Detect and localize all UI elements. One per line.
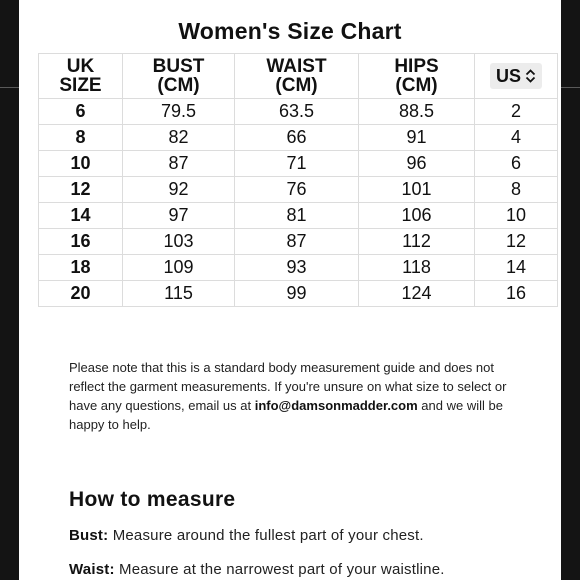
cell-uk-size: 12	[39, 177, 123, 203]
cell-waist: 87	[235, 229, 359, 255]
cell-bust: 109	[123, 255, 235, 281]
table-header-row	[39, 54, 558, 99]
cell-bust: 79.5	[123, 99, 235, 125]
cell-waist: 81	[235, 203, 359, 229]
cell-waist: 71	[235, 151, 359, 177]
cell-us-size: 4	[475, 125, 558, 151]
cell-us-size: 16	[475, 281, 558, 307]
cell-hips: 118	[359, 255, 475, 281]
cell-hips: 101	[359, 177, 475, 203]
table-row	[39, 281, 558, 307]
table-row	[39, 255, 558, 281]
cell-bust: 92	[123, 177, 235, 203]
cell-waist: 63.5	[235, 99, 359, 125]
size-chart-modal	[19, 0, 561, 580]
table-row	[39, 177, 558, 203]
cell-us-size: 14	[475, 255, 558, 281]
measure-item-waist: Waist: Measure at the narrowest part of your waistline.	[69, 561, 445, 578]
cell-uk-size: 16	[39, 229, 123, 255]
cell-uk-size: 18	[39, 255, 123, 281]
cell-uk-size: 14	[39, 203, 123, 229]
cell-us-size: 12	[475, 229, 558, 255]
header-uk-size: UK SIZE	[39, 54, 123, 99]
cell-us-size: 8	[475, 177, 558, 203]
size-table	[38, 53, 558, 307]
cell-uk-size: 8	[39, 125, 123, 151]
header-waist: WAIST (CM)	[235, 54, 359, 99]
contact-email[interactable]: info@damsonmadder.com	[254, 398, 418, 413]
table-row	[39, 229, 558, 255]
cell-bust: 115	[123, 281, 235, 307]
cell-waist: 99	[235, 281, 359, 307]
backdrop-divider-left	[0, 87, 19, 88]
cell-hips: 106	[359, 203, 475, 229]
cell-hips: 88.5	[359, 99, 475, 125]
backdrop-divider-right	[561, 87, 580, 88]
cell-hips: 96	[359, 151, 475, 177]
cell-uk-size: 10	[39, 151, 123, 177]
cell-bust: 103	[123, 229, 235, 255]
cell-hips: 91	[359, 125, 475, 151]
cell-waist: 93	[235, 255, 359, 281]
cell-waist: 76	[235, 177, 359, 203]
measure-item-bust: Bust: Measure around the fullest part of your chest.	[69, 527, 424, 544]
how-to-measure-heading: How to measure	[69, 488, 236, 511]
table-row	[39, 99, 558, 125]
cell-us-size: 6	[475, 151, 558, 177]
cell-uk-size: 20	[39, 281, 123, 307]
page-title: Women's Size Chart	[178, 18, 402, 44]
cell-bust: 82	[123, 125, 235, 151]
table-row	[39, 125, 558, 151]
cell-bust: 87	[123, 151, 235, 177]
measurement-note: Please note that this is a standard body measurement guide and does not reflect the garment measurements. If you're unsure on what size to select or have any questions, email us at info@damsonmadder.com and we will be happy to help.	[69, 360, 507, 432]
table-row	[39, 151, 558, 177]
cell-waist: 66	[235, 125, 359, 151]
cell-us-size: 10	[475, 203, 558, 229]
region-select-value: US	[496, 65, 522, 86]
table-row	[39, 203, 558, 229]
cell-uk-size: 6	[39, 99, 123, 125]
header-hips: HIPS (CM)	[359, 54, 475, 99]
cell-us-size: 2	[475, 99, 558, 125]
region-select[interactable]	[490, 63, 542, 89]
cell-hips: 112	[359, 229, 475, 255]
header-bust: BUST (CM)	[123, 54, 235, 99]
header-region	[475, 54, 558, 99]
cell-bust: 97	[123, 203, 235, 229]
chevron-up-down-icon	[525, 68, 536, 84]
cell-hips: 124	[359, 281, 475, 307]
